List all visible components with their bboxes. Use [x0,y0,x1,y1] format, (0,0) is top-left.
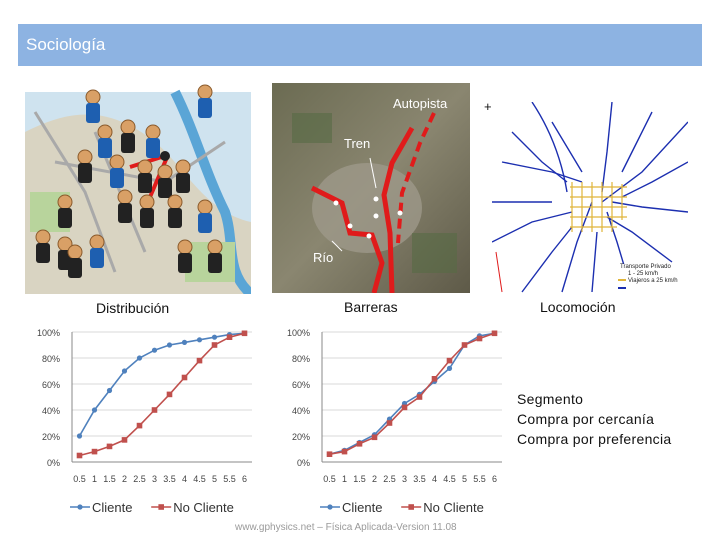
data-point [477,336,483,342]
person-figure [168,195,182,228]
x-tick-label: 5.5 [223,474,236,484]
footer-text: www.gphysics.net – Física Aplicada-Version 11.08 [235,522,457,533]
data-point [342,449,348,455]
legend-label: Cliente [92,500,133,515]
x-tick-label: 3.5 [163,474,176,484]
transport-legend-line3: Viajeros a 25 km/h [628,278,678,284]
x-tick-label: 1 [91,474,98,484]
segment-proximity: Compra por cercanía [517,411,655,427]
y-tick-label: 80% [41,354,60,364]
person-figure [176,160,190,193]
person-figure [198,85,212,118]
x-tick-label: 3 [151,474,158,484]
x-tick-label: 2 [371,474,378,484]
segment-preference: Compra por preferencia [517,431,672,447]
x-tick-label: 5 [211,474,218,484]
data-point [167,392,173,398]
person-figure [140,195,154,228]
data-point [212,335,217,340]
y-tick-label: 80% [291,354,310,364]
y-tick-label: 0% [46,458,60,468]
y-tick-label: 20% [41,432,60,442]
x-tick-label: 3 [401,474,408,484]
legend-label: Cliente [342,500,383,515]
segment-list [517,389,671,449]
distribution-map-image [25,72,251,294]
person-figure [98,125,112,158]
x-tick-label: 5 [461,474,468,484]
x-tick-label: 3.5 [413,474,426,484]
legend-marker [77,504,82,509]
x-tick-label: 1.5 [353,474,366,484]
data-point [462,342,468,348]
x-tick-label: 2 [121,474,128,484]
data-point [137,423,143,429]
y-tick-label: 60% [41,380,60,390]
data-point [197,337,202,342]
y-tick-label: 40% [41,406,60,416]
data-point [327,451,333,457]
person-figure [68,245,82,278]
x-tick-label: 5.5 [473,474,486,484]
data-point [152,407,158,413]
x-tick-label: 0.5 [323,474,336,484]
y-tick-label: 60% [291,380,310,390]
x-tick-label: 1 [341,474,348,484]
y-tick-label: 40% [291,406,310,416]
data-point [197,358,203,364]
plus-icon: + [484,99,492,114]
slide-title: Sociología [26,35,106,54]
legend-label: No Cliente [173,500,234,515]
person-figure [208,240,222,273]
data-point [432,376,438,382]
series-line [80,333,245,455]
legend-marker [158,504,164,510]
legend-marker [327,504,332,509]
data-point [447,358,453,364]
person-figure [198,200,212,233]
person-figure [146,125,160,158]
person-figure [58,195,72,228]
barriers-chart [278,322,510,518]
x-tick-label: 4.5 [193,474,206,484]
data-point [107,388,112,393]
data-point [122,368,127,373]
data-point [227,334,233,340]
x-tick-label: 6 [491,474,498,484]
data-point [137,355,142,360]
legend-label: No Cliente [423,500,484,515]
data-point [77,433,82,438]
data-point [372,435,378,441]
segment-heading: Segmento [517,391,584,407]
person-figure [36,230,50,263]
data-point [77,453,83,459]
barriers-satellite-image [272,83,470,293]
data-point [152,348,157,353]
data-point [417,394,423,400]
y-tick-label: 0% [296,458,310,468]
data-point [92,449,98,455]
x-tick-label: 4 [431,474,438,484]
data-point [212,342,218,348]
x-tick-label: 4 [181,474,188,484]
person-figure [138,160,152,193]
highway-label: Autopista [393,96,448,111]
slide-header [18,24,702,66]
person-figure [110,155,124,188]
person-figure [86,90,100,123]
data-point [357,441,363,447]
data-point [107,444,113,450]
transport-legend-line1: Transporte Privado [620,264,671,270]
data-point [92,407,97,412]
legend-marker [408,504,414,510]
data-point [167,342,172,347]
y-tick-label: 20% [291,432,310,442]
river-label: Río [313,250,334,265]
transport-legend [620,264,678,285]
person-figure [121,120,135,153]
caption-distribution: Distribución [96,300,170,316]
person-figure [78,150,92,183]
person-figure [118,190,132,223]
y-tick-label: 100% [36,328,60,338]
data-point [182,340,187,345]
data-point [492,331,498,337]
x-tick-label: 0.5 [73,474,86,484]
distribution-chart [28,322,260,518]
x-tick-label: 4.5 [443,474,456,484]
x-tick-label: 2.5 [383,474,396,484]
data-point [447,366,452,371]
y-tick-label: 100% [286,328,310,338]
caption-locomotion: Locomoción [540,299,616,315]
x-tick-label: 2.5 [133,474,146,484]
data-point [402,405,408,411]
data-point [242,331,248,337]
person-figure [178,240,192,273]
x-tick-label: 1.5 [103,474,116,484]
transport-legend-line2: 1 - 25 km/h [628,271,659,277]
x-tick-label: 6 [241,474,248,484]
data-point [182,375,188,381]
person-figure [158,165,172,198]
person-figure [90,235,104,268]
data-point [387,420,393,426]
caption-barriers: Barreras [344,299,398,315]
data-point [122,437,128,443]
series-line [80,333,245,436]
train-label: Tren [344,136,371,151]
